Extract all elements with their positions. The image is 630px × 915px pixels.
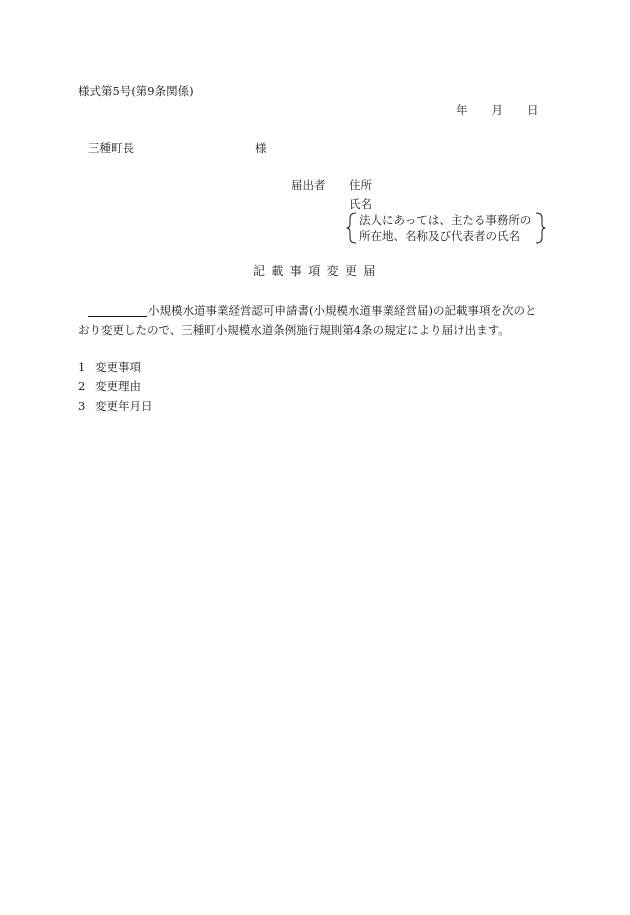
addressee-name: 三種町長 [88,141,134,155]
corporate-note [346,212,546,244]
corporate-note-line-1: 法人にあっては、主たる事務所の [359,213,532,227]
date-line [456,105,539,117]
corporate-note-line-2: 所在地、名称及び代表者の氏名 [359,229,520,243]
form-number: 様式第5号(第9条関係) [78,84,194,98]
addressee-honorific: 様 [255,141,267,155]
list-item-number: 2 [78,379,86,393]
applicant-label: 届出者 [291,178,326,192]
body-paragraph-line-1 [88,305,536,317]
list-item-label: 変更事項 [95,360,141,374]
date-month: 月 [491,103,503,117]
list-item [78,362,141,374]
list-item [78,401,153,413]
body-paragraph-line-2: おり変更したので、三種町小規模水道条例施行規則第4条の規定により届け出ます。 [78,323,510,337]
name-label: 氏名 [349,197,372,211]
date-year: 年 [456,103,468,117]
list-item-number: 3 [78,399,86,413]
date-day: 日 [527,103,539,117]
document-title: 記載事項変更届 [253,264,382,278]
body-text-1: 小規模水道事業経営認可申請書(小規模水道事業経営届)の記載事項を次のと [148,303,537,318]
list-item [78,381,141,393]
list-item-number: 1 [78,360,86,374]
address-label: 住所 [349,178,372,192]
fill-in-blank[interactable] [88,305,147,317]
list-item-label: 変更理由 [95,379,141,393]
list-item-label: 変更年月日 [95,399,153,413]
